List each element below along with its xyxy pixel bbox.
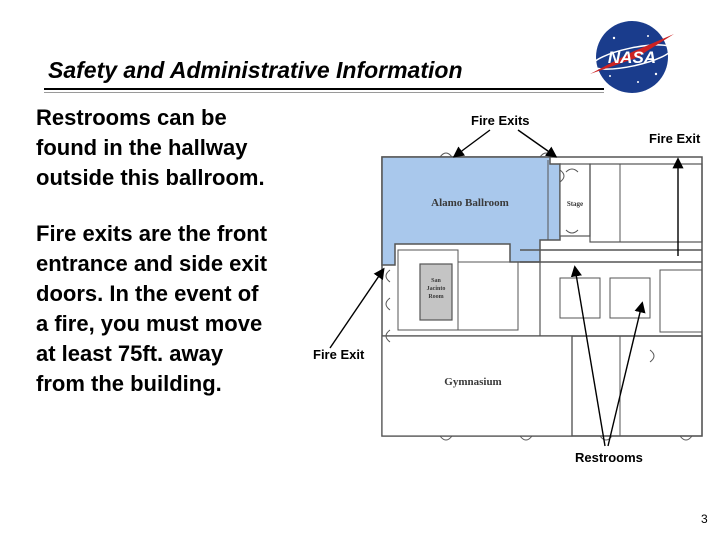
paragraph-line: Restrooms can be bbox=[36, 105, 227, 130]
fire-exits-label: Fire Exits bbox=[471, 113, 530, 128]
page-number: 3 bbox=[701, 512, 708, 526]
san-jacinto-room bbox=[420, 264, 452, 320]
fire-exit-arrow bbox=[518, 130, 555, 156]
gymnasium-label: Gymnasium bbox=[444, 376, 502, 388]
slide-title: Safety and Administrative Information bbox=[48, 57, 463, 83]
san-jacinto-label: San bbox=[431, 278, 441, 284]
fire-exit-arrow bbox=[455, 130, 490, 156]
logo-text: NASA bbox=[607, 48, 657, 67]
paragraph-line: at least 75ft. away bbox=[36, 341, 224, 366]
san-jacinto-label: Room bbox=[428, 294, 444, 300]
paragraph-line: Fire exits are the front bbox=[36, 221, 268, 246]
fire-exit-arrow bbox=[330, 270, 383, 348]
stage-label: Stage bbox=[566, 200, 584, 208]
alamo-ballroom-label: Alamo Ballroom bbox=[431, 197, 509, 209]
san-jacinto-label: Jacinto bbox=[426, 286, 446, 292]
fire-exit-label: Fire Exit bbox=[649, 131, 701, 146]
paragraph-line: a fire, you must move bbox=[36, 311, 263, 336]
paragraph-line: doors. In the event of bbox=[36, 281, 259, 306]
paragraph-line: outside this ballroom. bbox=[36, 165, 265, 190]
restrooms-label: Restrooms bbox=[575, 450, 643, 465]
paragraph-line: entrance and side exit bbox=[36, 251, 268, 276]
paragraph-line: found in the hallway bbox=[36, 135, 248, 160]
fire-exit-label: Fire Exit bbox=[313, 347, 365, 362]
paragraph-line: from the building. bbox=[36, 371, 222, 396]
